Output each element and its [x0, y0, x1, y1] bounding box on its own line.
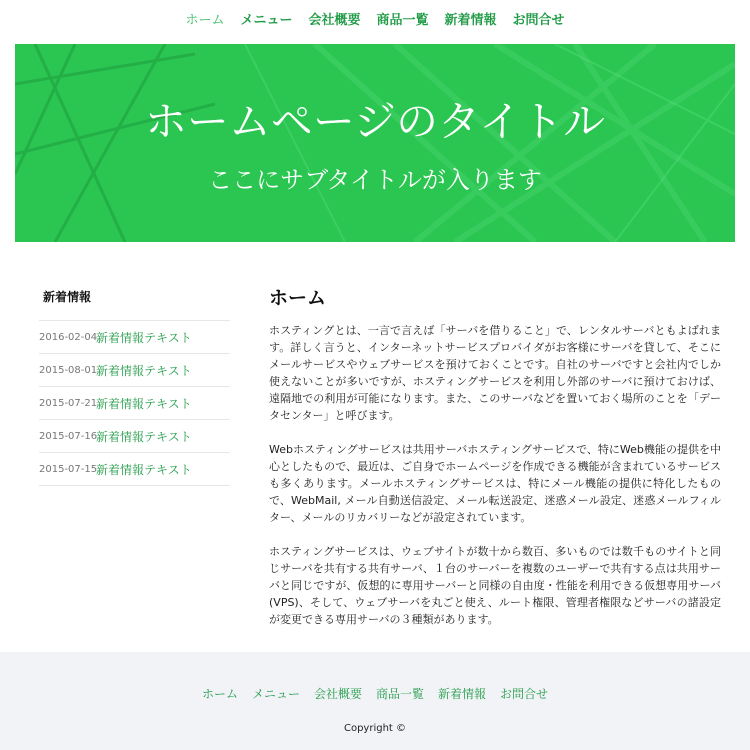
list-item	[39, 354, 230, 387]
news-date: 2015-08-01	[39, 364, 98, 376]
news-link[interactable]: 新着情報テキスト	[96, 462, 192, 477]
news-link[interactable]: 新着情報テキスト	[96, 363, 192, 378]
nav-link-news[interactable]: 新着情報	[444, 13, 497, 28]
list-item	[39, 420, 230, 453]
footer-link-company[interactable]: 会社概要	[313, 687, 362, 701]
nav-link-company[interactable]: 会社概要	[308, 13, 361, 28]
nav-link-contact[interactable]: お問合せ	[512, 13, 565, 28]
sidebar-heading: 新着情報	[43, 290, 92, 304]
nav-link-menu[interactable]: メニュー	[240, 13, 293, 28]
news-list	[39, 320, 230, 486]
news-date: 2015-07-15	[39, 463, 98, 475]
top-nav	[0, 10, 750, 32]
news-link[interactable]: 新着情報テキスト	[96, 330, 192, 345]
news-link[interactable]: 新着情報テキスト	[96, 396, 192, 411]
footer	[0, 652, 750, 750]
list-item	[39, 387, 230, 420]
body-paragraph: ホスティングサービスは、ウェブサイトが数十から数百、多いものでは数千ものサイトと同じサーバを共有する共有サーバ、１台のサーバーを複数のユーザーで共有する点は共用サーバと同じですが、仮想的に専用サーバーと同様の自由度・性能を利用できる仮想専用サーバ(VPS)、そして、ウェブサーバを丸ごと使え、ルート権限、管理者権限などサーバの諸設定が変更できる専用サーバの３種類があります。	[269, 545, 721, 626]
hero-banner	[15, 44, 735, 242]
list-item	[39, 321, 230, 354]
nav-link-home[interactable]: ホーム	[185, 13, 225, 28]
footer-link-home[interactable]: ホーム	[201, 687, 238, 701]
news-date: 2015-07-21	[39, 397, 98, 409]
list-item	[39, 453, 230, 486]
news-link[interactable]: 新着情報テキスト	[96, 429, 192, 444]
hero-title: ホームページのタイトル	[144, 97, 606, 146]
footer-link-products[interactable]: 商品一覧	[376, 687, 425, 701]
news-date: 2015-07-16	[39, 430, 98, 442]
nav-link-products[interactable]: 商品一覧	[376, 13, 429, 28]
body-paragraph: Webホスティングサービスは共用サーバホスティングサービスで、特にWeb機能の提供を中心としたもので、最近は、ご自身でホームページを作成できる機能が含まれているサービスも多くあります。メールホスティングサービスは、特にメール機能の提供に特化したもので、WebMail, メール自動送信設定、メール転送設定、迷惑メール設定、迷惑メールフィルター、メールのリカバリーなどが設定されています。	[269, 443, 721, 524]
page-title: ホーム	[269, 287, 327, 309]
footer-nav	[0, 686, 750, 702]
footer-link-news[interactable]: 新着情報	[438, 687, 487, 701]
copyright-text: Copyright ©	[343, 723, 407, 734]
news-date: 2016-02-04	[39, 331, 98, 343]
footer-link-contact[interactable]: お問合せ	[500, 687, 549, 701]
footer-link-menu[interactable]: メニュー	[251, 687, 300, 701]
main-content	[269, 322, 721, 645]
body-paragraph: ホスティングとは、一言で言えば「サーバを借りること」で、レンタルサーバともよばれます。詳しく言うと、インターネットサービスプロバイダがお客様にサーバを貸して、そこにメールサービスやウェブサービスを預けておくことです。自社のサーバですと会社内でしか使えないことが多いですが、ホスティングサービスを利用し外部のサーバに預けておけば、遠隔地での利用が可能になります。また、このサーバなどを置いておく場所のことを「データセンター」と呼びます。	[269, 324, 721, 422]
hero-subtitle: ここにサブタイトルが入ります	[208, 166, 542, 194]
